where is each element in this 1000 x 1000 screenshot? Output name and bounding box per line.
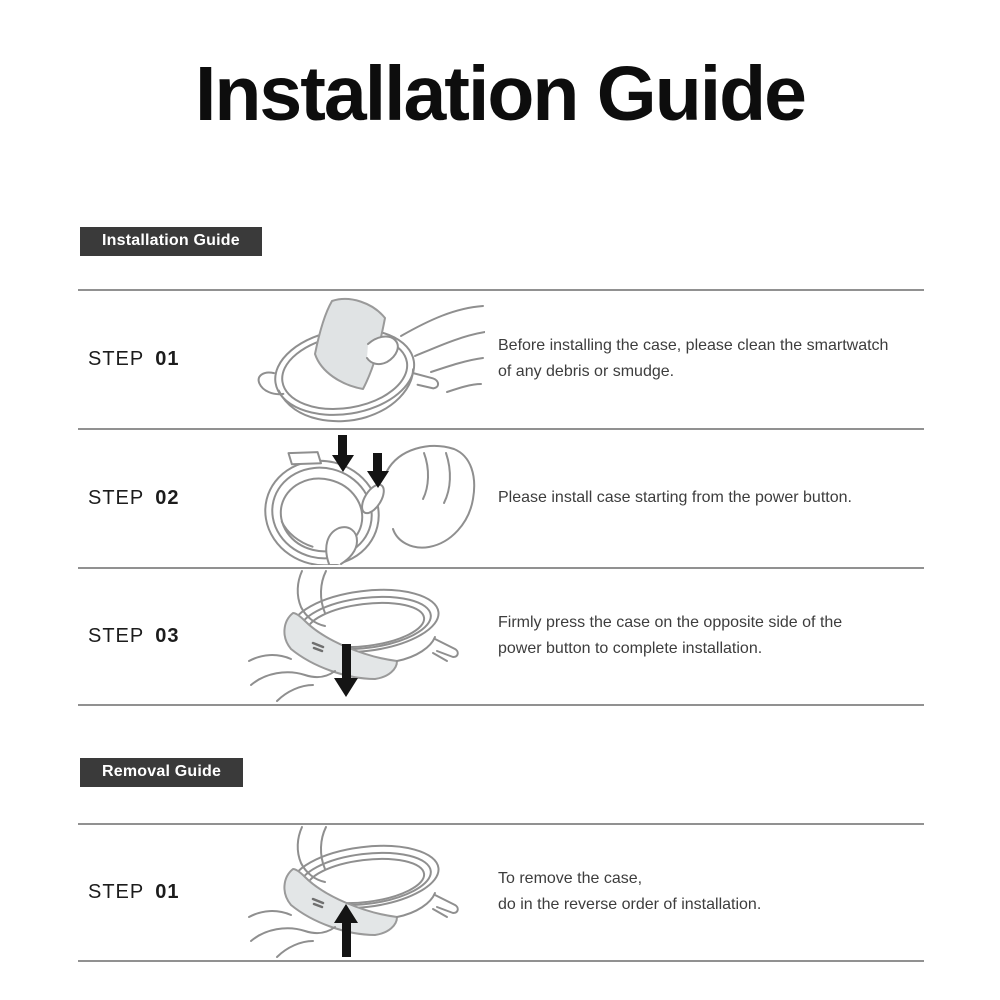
install-step-2-text: Please install case starting from the power button. bbox=[498, 489, 852, 507]
install-step-2-label bbox=[78, 487, 220, 510]
clean-smartwatch-illustration bbox=[220, 291, 498, 427]
removal-step-1-label bbox=[78, 881, 220, 904]
remove-case-illustration bbox=[220, 824, 498, 960]
press-case-illustration bbox=[220, 568, 498, 704]
install-step-3-label bbox=[78, 625, 220, 648]
install-step-1-text: Before installing the case, please clean the smartwatch of any debris or smudge. bbox=[498, 337, 889, 381]
removal-step-1-row bbox=[78, 823, 924, 962]
step-number: 01 bbox=[155, 347, 180, 370]
step-word: STEP bbox=[88, 347, 145, 370]
install-from-power-button-illustration bbox=[220, 430, 498, 566]
page-title: Installation Guide bbox=[194, 51, 805, 137]
install-step-3-row bbox=[78, 567, 924, 706]
step-number: 03 bbox=[155, 624, 180, 647]
install-step-3-text: Firmly press the case on the opposite side of the power button to complete installation. bbox=[498, 614, 843, 658]
step-word: STEP bbox=[88, 486, 145, 509]
installation-guide-badge: Installation Guide bbox=[80, 227, 262, 256]
step-word: STEP bbox=[88, 880, 145, 903]
install-step-1-label bbox=[78, 348, 220, 371]
step-number: 01 bbox=[155, 880, 180, 903]
removal-section bbox=[0, 706, 1000, 962]
install-step-1-row bbox=[78, 289, 924, 428]
removal-steps-list bbox=[78, 823, 924, 962]
installation-section bbox=[0, 136, 1000, 706]
removal-step-1-text: To remove the case, do in the reverse order of installation. bbox=[498, 870, 762, 914]
install-step-2-row bbox=[78, 428, 924, 567]
installation-steps-list bbox=[78, 289, 924, 706]
removal-guide-badge: Removal Guide bbox=[80, 758, 243, 787]
step-number: 02 bbox=[155, 486, 180, 509]
step-word: STEP bbox=[88, 624, 145, 647]
